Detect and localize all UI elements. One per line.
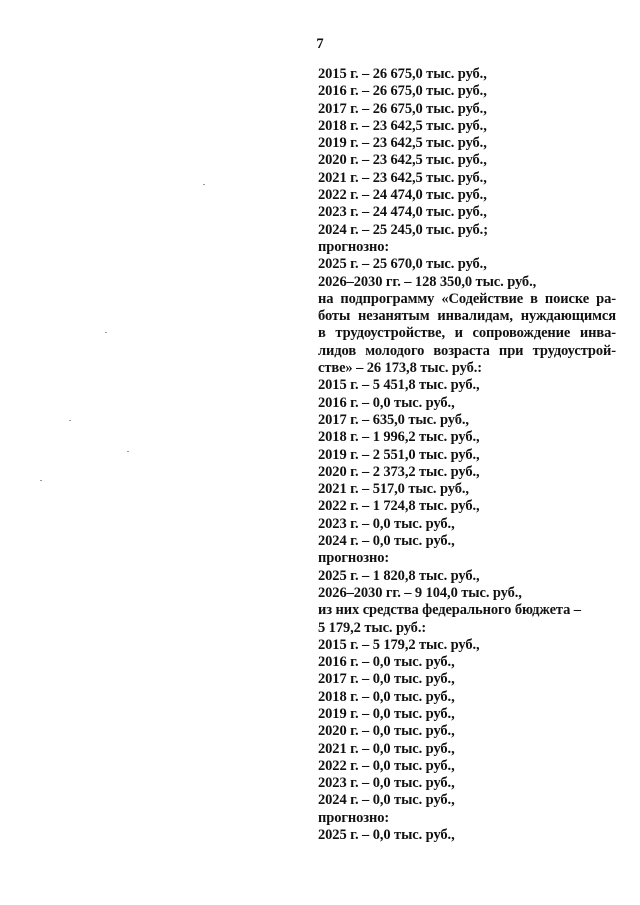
text-line: 2025 г. – 1 820,8 тыс. руб., bbox=[318, 567, 480, 584]
text-line: 2023 г. – 0,0 тыс. руб., bbox=[318, 775, 455, 792]
text-line: 2017 г. – 26 675,0 тыс. руб., bbox=[318, 100, 487, 117]
text-line: 2026–2030 гг. – 128 350,0 тыс. руб., bbox=[318, 273, 537, 290]
text-line: 2019 г. – 0,0 тыс. руб., bbox=[318, 705, 455, 722]
text-line: 2016 г. – 0,0 тыс. руб., bbox=[318, 654, 455, 671]
text-line: 2025 г. – 25 670,0 тыс. руб., bbox=[318, 256, 487, 273]
text-line: 2015 г. – 26 675,0 тыс. руб., bbox=[318, 66, 487, 82]
text-line: 2017 г. – 0,0 тыс. руб., bbox=[318, 671, 455, 688]
text-line: 2026–2030 гг. – 9 104,0 тыс. руб., bbox=[318, 584, 522, 601]
text-line: 2022 г. – 0,0 тыс. руб., bbox=[318, 757, 455, 774]
text-line: 5 179,2 тыс. руб.: bbox=[318, 619, 427, 636]
text-line: 2023 г. – 24 474,0 тыс. руб., bbox=[318, 204, 487, 221]
scan-speck bbox=[69, 420, 71, 421]
text-line: 2020 г. – 0,0 тыс. руб., bbox=[318, 723, 455, 740]
text-line: прогнозно: bbox=[318, 238, 390, 255]
text-line: лидов молодого возраста при трудоустрой- bbox=[318, 342, 616, 359]
text-line: прогнозно: bbox=[318, 809, 390, 826]
page-number: 7 bbox=[316, 36, 324, 52]
text-line: 2018 г. – 1 996,2 тыс. руб., bbox=[318, 429, 480, 446]
text-line: 2021 г. – 0,0 тыс. руб., bbox=[318, 740, 455, 757]
text-line: 2019 г. – 2 551,0 тыс. руб., bbox=[318, 446, 480, 463]
text-line: 2022 г. – 24 474,0 тыс. руб., bbox=[318, 187, 487, 204]
text-line: 2024 г. – 0,0 тыс. руб., bbox=[318, 792, 455, 809]
text-line: стве» – 26 173,8 тыс. руб.: bbox=[318, 360, 483, 377]
text-line: прогнозно: bbox=[318, 550, 390, 567]
text-line: в трудоустройстве, и сопровождение инва- bbox=[318, 325, 616, 342]
text-line: из них средства федерального бюджета – bbox=[318, 602, 581, 619]
text-line: 2020 г. – 23 642,5 тыс. руб., bbox=[318, 152, 487, 169]
text-line: 2018 г. – 0,0 тыс. руб., bbox=[318, 688, 455, 705]
text-line: 2016 г. – 0,0 тыс. руб., bbox=[318, 394, 455, 411]
scan-speck bbox=[203, 184, 205, 185]
document-body bbox=[318, 66, 616, 844]
scan-speck bbox=[40, 480, 42, 481]
scan-speck bbox=[105, 332, 107, 333]
text-line: 2015 г. – 5 179,2 тыс. руб., bbox=[318, 636, 480, 653]
text-line: 2015 г. – 5 451,8 тыс. руб., bbox=[318, 377, 480, 394]
text-line: 2021 г. – 517,0 тыс. руб., bbox=[318, 481, 469, 498]
text-line: 2024 г. – 0,0 тыс. руб., bbox=[318, 533, 455, 550]
text-line: на подпрограмму «Содействие в поиске ра- bbox=[318, 290, 616, 307]
text-line: 2024 г. – 25 245,0 тыс. руб.; bbox=[318, 221, 488, 238]
text-line: 2016 г. – 26 675,0 тыс. руб., bbox=[318, 83, 487, 100]
text-line: 2019 г. – 23 642,5 тыс. руб., bbox=[318, 135, 487, 152]
scan-speck bbox=[127, 451, 129, 452]
text-line: боты незанятым инвалидам, нуждающимся bbox=[318, 308, 616, 325]
text-line: 2021 г. – 23 642,5 тыс. руб., bbox=[318, 169, 487, 186]
text-line: 2018 г. – 23 642,5 тыс. руб., bbox=[318, 117, 487, 134]
text-line: 2025 г. – 0,0 тыс. руб., bbox=[318, 827, 455, 844]
text-line: 2022 г. – 1 724,8 тыс. руб., bbox=[318, 498, 480, 515]
text-line: 2017 г. – 635,0 тыс. руб., bbox=[318, 411, 469, 428]
text-line: 2023 г. – 0,0 тыс. руб., bbox=[318, 515, 455, 532]
text-line: 2020 г. – 2 373,2 тыс. руб., bbox=[318, 463, 480, 480]
